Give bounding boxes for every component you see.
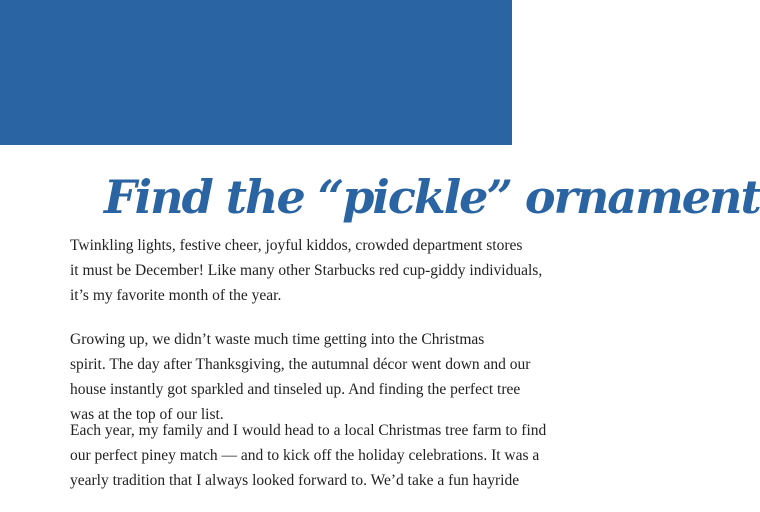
paragraph-line: Twinkling lights, festive cheer, joyful kiddos, crowded department stores (70, 237, 523, 254)
paragraph-line: Growing up, we didn’t waste much time getting into the Christmas (70, 331, 485, 348)
article-paragraph (70, 327, 531, 427)
header-banner (0, 0, 512, 145)
paragraph-line: yearly tradition that I always looked forward to. We’d take a fun hayride (70, 472, 520, 489)
paragraph-line: it must be December! Like many other Starbucks red cup-giddy individuals, (70, 262, 543, 279)
paragraph-line: our perfect piney match — and to kick off the holiday celebrations. It was a (70, 447, 540, 464)
paragraph-line: house instantly got sparkled and tinseled up. And finding the perfect tree (70, 381, 521, 398)
article-paragraph (70, 418, 547, 493)
article-paragraph (70, 233, 543, 308)
article-content (70, 145, 760, 512)
paragraph-line: Each year, my family and I would head to a local Christmas tree farm to find (70, 422, 547, 439)
paragraph-line: it’s my favorite month of the year. (70, 287, 282, 304)
paragraph-line: was at the top of our list. (70, 406, 224, 423)
paragraph-line: spirit. The day after Thanksgiving, the autumnal décor went down and our (70, 356, 531, 373)
article-title: Find the “pickle” ornament (104, 170, 760, 224)
